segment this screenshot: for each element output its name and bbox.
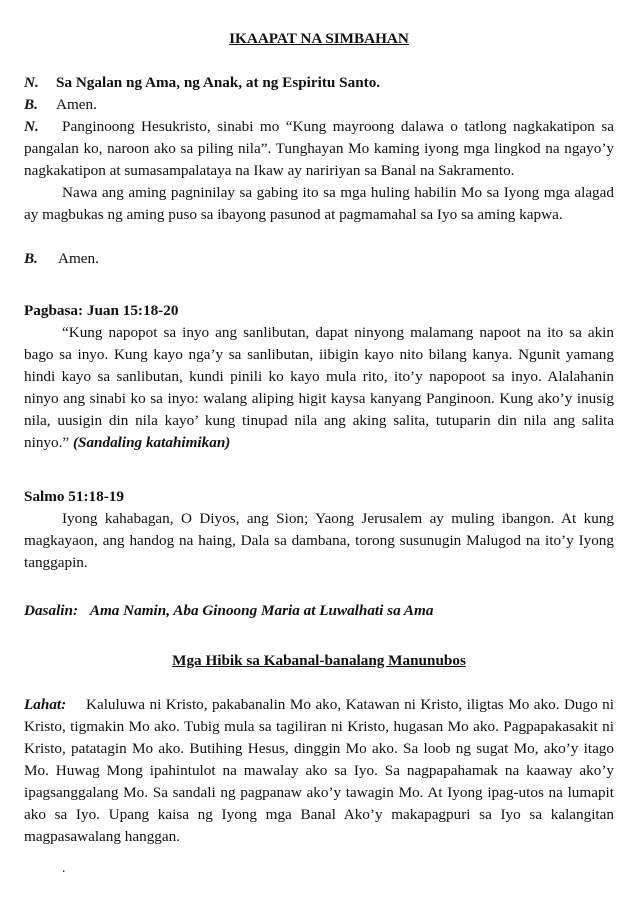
speaker-label: B. (24, 250, 38, 267)
opening-line-2 (24, 94, 614, 116)
speaker-label: N. (24, 74, 39, 91)
prayer-continuation-text: Nawa ang aming pagninilay sa gabing ito sa mga huling habilin Mo sa Iyong mga alagad ay magbukas ng aming puso sa ibayong pasunod at pagmamahal sa Iyo sa aming kapwa. (24, 184, 614, 223)
psalm-passage (24, 508, 614, 574)
silence-note: (Sandaling katahimikan) (72, 434, 231, 451)
response-text: Amen. (56, 96, 97, 113)
lahat-prayer (24, 694, 614, 848)
speaker-label: B. (24, 96, 38, 113)
lahat-label: Lahat: (24, 696, 67, 713)
dasalin-text: Ama Namin, Aba Ginoong Maria at Luwalhati sa Ama (89, 602, 434, 619)
reading-text: “Kung napopot sa inyo ang sanlibutan, dapat ninyong malamang napoot na ito sa akin bago sa inyo. Kung kayo nga’y sa sanlibutan, iibigin kayo nito bilang kanya. Ngunit yamang hindi kayo sa sanlibutan, kundi pinili ko kayo mula rito, ito’y napopoot sa inyo. Alalahanin ninyo ang sinabi ko sa inyo: walang aliping higit kaysa kanyang Panginoon. Kung ako’y inusig nila, uusigin din nila kayo’ kung tinupad nila ang aking salita, tutuparin din nila ang salita ninyo.” (24, 324, 614, 451)
psalm-text: Iyong kahabagan, O Diyos, ang Sion; Yaong Jerusalem ay muling ibangon. At kung magkayaon, ang handog na haing, Dala sa dambana, torong susunugin Malugod na ito’y Iyong tanggapin. (24, 510, 614, 571)
response-text: Amen. (58, 250, 99, 267)
lahat-text: Kaluluwa ni Kristo, pakabanalin Mo ako, Katawan ni Kristo, iligtas Mo ako. Dugo ni Kristo, tigmakin Mo ako. Tubig mula sa tagiliran ni Kristo, hugasan Mo ako. Pagpapakasakit ni Kristo, patatagin Mo ako. Butihing Hesus, dinggin Mo ako. Sa loob ng sugat Mo, ako’y itago Mo. Huwag Mong ipahintulot na mawalay ako sa Iyo. Sa nagpapahamak na kaaway ako’y ipagsanggalang Mo. Sa sandali ng pagpanaw ako’y tawagin Mo. At Iyong ipag-utos na lumapit ako sa Iyo. Upang kaisa ng Iyong mga Banal Ako’y makapagpuri sa Iyo sa kalangitan magpasawalang hanggan. (24, 696, 614, 845)
footer-mark: . (62, 861, 66, 876)
speaker-label: N. (24, 118, 39, 135)
dasalin-label: Dasalin: (24, 602, 79, 619)
reading-heading: Pagbasa: Juan 15:18-20 (24, 302, 179, 319)
section-subtitle: Mga Hibik sa Kabanal-banalang Manunubos (172, 652, 466, 669)
opening-text: Sa Ngalan ng Ama, ng Anak, at ng Espiritu Santo. (56, 74, 381, 91)
psalm-heading: Salmo 51:18-19 (24, 488, 124, 505)
closing-response (24, 248, 614, 270)
dasalin-line (24, 600, 614, 622)
prayer-text: Panginoong Hesukristo, sinabi mo “Kung mayroong dalawa o tatlong nagkakatipon sa pangalan ko, naroon ako sa piling nila”. Tunghayan Mo kaming iyong mga lingkod na ngayo’y nagkakatipon at sumasampalataya na Ikaw ay naririyan sa Banal na Sakramento. (24, 118, 614, 179)
opening-line-1 (24, 72, 614, 94)
opening-prayer (24, 116, 614, 182)
reading-passage (24, 322, 614, 454)
prayer-continuation (24, 182, 614, 226)
page-title: IKAAPAT NA SIMBAHAN (229, 30, 409, 47)
